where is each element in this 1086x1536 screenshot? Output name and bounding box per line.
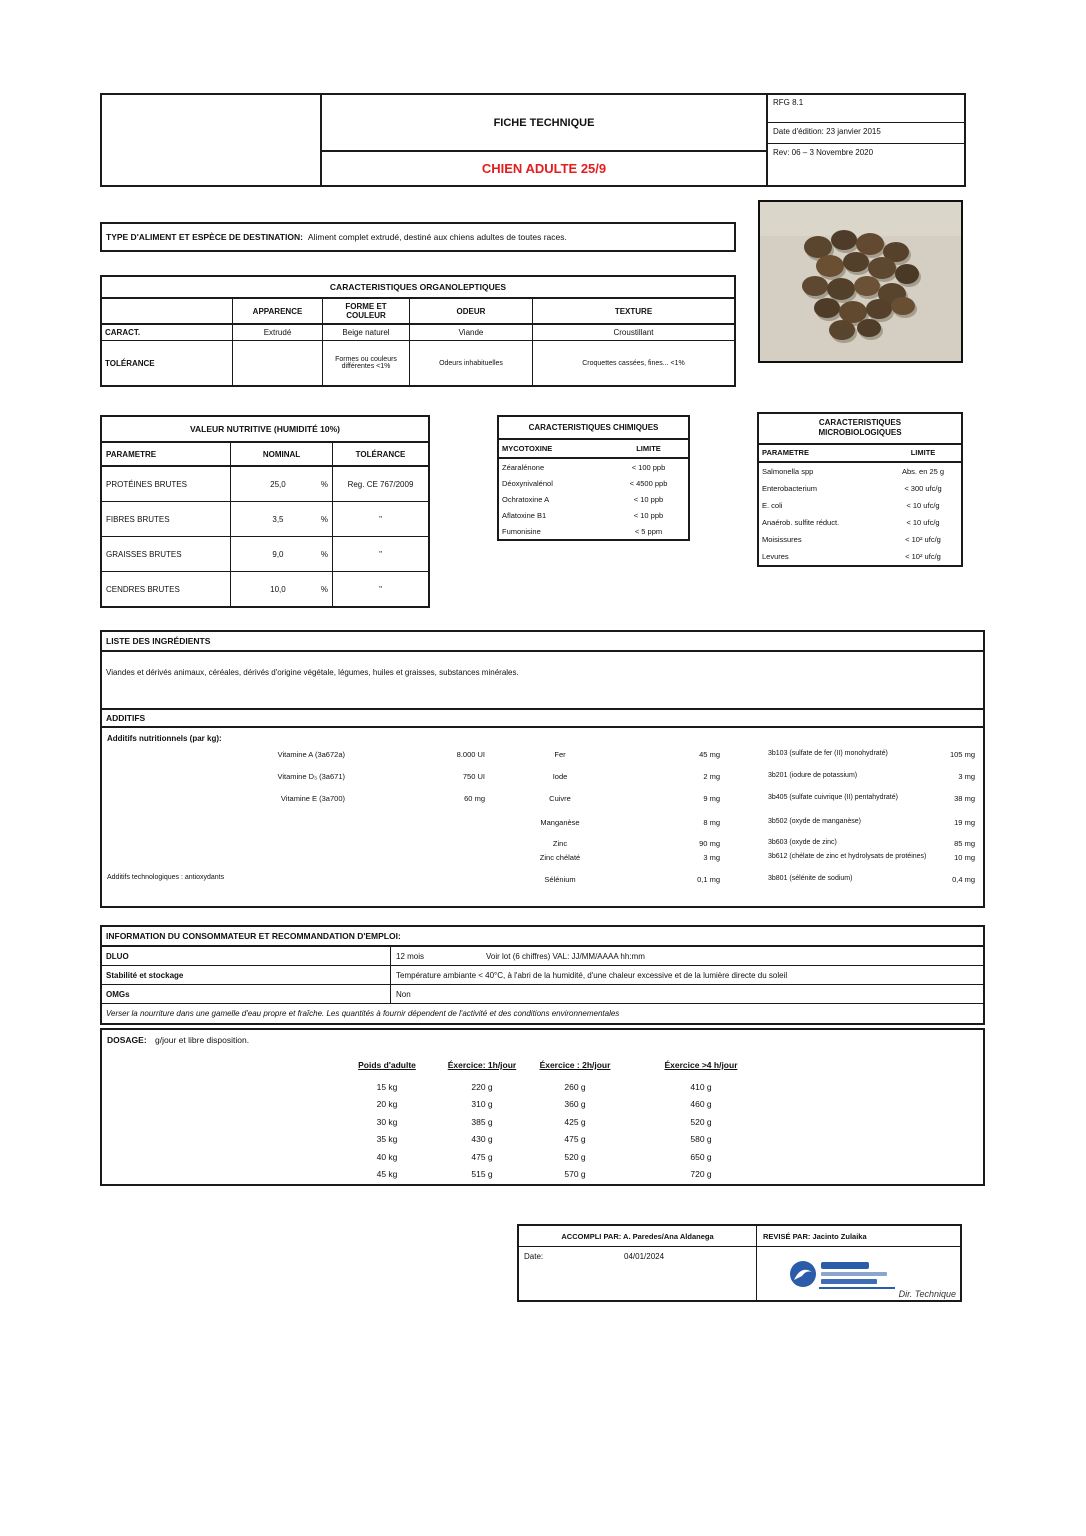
dosage-sublabel: g/jour et libre disposition. bbox=[155, 1035, 250, 1045]
edition-date: Date d'édition: 23 janvier 2015 bbox=[768, 123, 964, 144]
accompli-par: ACCOMPLI PAR: A. Paredes/Ana Aldanega bbox=[519, 1226, 757, 1246]
additif-row: Vitamine E (3a700) 60 mg Cuivre 9 mg 3b405 (sulfate cuivrique (II) pentahydraté) 38 mg bbox=[280, 794, 975, 803]
additif-row: Vitamine D₃ (3a671) 750 UI Iode 2 mg 3b201 (iodure de potassium) 3 mg bbox=[277, 772, 975, 781]
product-photo bbox=[758, 200, 963, 363]
consommateur-title: INFORMATION DU CONSOMMATEUR ET RECOMMANDATION D'EMPLOI: bbox=[102, 927, 983, 947]
type-aliment-row bbox=[100, 222, 736, 252]
additifs-nutritionnels-label: Additifs nutritionnels (par kg): bbox=[107, 734, 222, 743]
nutritive-row-cendres: CENDRES BRUTES 10,0 % " bbox=[102, 572, 428, 606]
type-aliment-label: TYPE D'ALIMENT ET ESPÈCE DE DESTINATION: bbox=[106, 232, 303, 242]
date-label: Date: bbox=[524, 1252, 544, 1261]
col-forme-couleur: FORME ET COULEUR bbox=[322, 299, 409, 323]
additif-row: Sélénium 0,1 mg 3b801 (sélénite de sodium) 0,4 mg bbox=[544, 875, 975, 884]
document-title: FICHE TECHNIQUE bbox=[322, 95, 766, 152]
dosage-header-row: Poids d'adulte Éxercice: 1h/jour Éxercice : 2h/jour Éxercice >4 h/jour bbox=[358, 1060, 738, 1070]
caract-row: CARACT. Extrudé Beige naturel Viande Croustillant bbox=[102, 323, 734, 340]
chimiques-row: Aflatoxine B1 < 10 ppb bbox=[502, 510, 664, 520]
col-apparence: APPARENCE bbox=[232, 299, 322, 323]
microbiologiques-table bbox=[757, 412, 963, 567]
signature-role: Dir. Technique bbox=[898, 1289, 956, 1299]
omg-row: OMGs Non bbox=[102, 985, 983, 1004]
dosage-section bbox=[100, 1028, 985, 1186]
ingredients-title: LISTE DES INGRÉDIENTS bbox=[102, 632, 983, 652]
valeur-nutritive-table bbox=[100, 415, 430, 608]
nutritive-row-proteines: PROTÉINES BRUTES 25,0 % Reg. CE 767/2009 bbox=[102, 467, 428, 502]
microbiologiques-header-row: PARAMETRE LIMITE bbox=[759, 445, 961, 463]
nutritive-header-row: PARAMETRE NOMINAL TOLÉRANCE bbox=[102, 443, 428, 467]
dosage-row: 35 kg 430 g 475 g 580 g bbox=[376, 1134, 712, 1145]
microbiologiques-row: Anaérob. sulfite réduct. < 10 ufc/g bbox=[762, 517, 940, 527]
col-odeur: ODEUR bbox=[409, 299, 532, 323]
approbation-table bbox=[517, 1224, 962, 1302]
organoleptique-title: CARACTERISTIQUES ORGANOLEPTIQUES bbox=[102, 277, 734, 299]
microbiologiques-row: Salmonella spp Abs. en 25 g bbox=[762, 466, 945, 476]
chimiques-header-row: MYCOTOXINE LIMITE bbox=[499, 440, 688, 459]
chimiques-row: Ochratoxine A < 10 ppb bbox=[502, 494, 664, 504]
type-aliment-value: Aliment complet extrudé, destiné aux chiens adultes de toutes races. bbox=[307, 232, 567, 242]
nutritive-row-graisses: GRAISSES BRUTES 9,0 % " bbox=[102, 537, 428, 572]
valeur-nutritive-title: VALEUR NUTRITIVE (HUMIDITÉ 10%) bbox=[102, 417, 428, 443]
additif-row: Zinc chélaté 3 mg 3b612 (chélate de zinc et hydrolysats de protéines) 10 mg bbox=[539, 853, 975, 862]
product-name: CHIEN ADULTE 25/9 bbox=[481, 161, 607, 176]
microbiologiques-title: CARACTERISTIQUES MICROBIOLOGIQUES bbox=[759, 414, 961, 445]
dosage-row: 40 kg 475 g 520 g 650 g bbox=[376, 1151, 712, 1162]
usage-note: Verser la nourriture dans une gamelle d'eau propre et fraîche. Les quantités à fournir dépendent de l'activité et des conditions environnementales bbox=[106, 1009, 620, 1018]
document-header bbox=[100, 93, 966, 187]
organoleptique-table bbox=[100, 275, 736, 387]
kibble-image bbox=[760, 202, 961, 361]
additif-row: Manganèse 8 mg 3b502 (oxyde de manganèse) 19 mg bbox=[540, 818, 975, 827]
chimiques-table bbox=[497, 415, 690, 541]
consommateur-section bbox=[100, 925, 985, 1025]
dosage-row: 15 kg 220 g 260 g 410 g bbox=[376, 1081, 712, 1092]
chimiques-row: Fumonisine < 5 ppm bbox=[502, 526, 663, 536]
nutritive-row-fibres: FIBRES BRUTES 3,5 % " bbox=[102, 502, 428, 537]
reference-code: RFG 8.1 bbox=[768, 95, 964, 123]
additif-row: Vitamine A (3a672a) 8.000 UI Fer 45 mg 3b103 (sulfate de fer (II) monohydraté) 105 mg bbox=[277, 750, 975, 759]
additif-row: Zinc 90 mg 3b603 (oxyde de zinc) 85 mg bbox=[552, 839, 975, 848]
additifs-title: ADDITIFS bbox=[102, 708, 983, 728]
additifs-technologiques-label: Additifs technologiques : antioxydants bbox=[107, 874, 225, 881]
microbiologiques-row: Moisissures < 10² ufc/g bbox=[762, 534, 941, 544]
revise-par: REVISÉ PAR: Jacinto Zulaika bbox=[763, 1231, 867, 1241]
additifs-body bbox=[102, 728, 983, 906]
dosage-row: 45 kg 515 g 570 g 720 g bbox=[376, 1169, 712, 1180]
chimiques-row: Zéaralénone < 100 ppb bbox=[502, 462, 666, 472]
ingredients-text: Viandes et dérivés animaux, céréales, dérivés d'origine végétale, légumes, huiles et graisses, substances minérales. bbox=[106, 668, 519, 677]
company-logo bbox=[785, 1253, 925, 1293]
dosage-row: 20 kg 310 g 360 g 460 g bbox=[376, 1099, 712, 1110]
dosage-row: 30 kg 385 g 425 g 520 g bbox=[376, 1116, 712, 1127]
dluo-row: DLUO 12 mois Voir lot (6 chiffres) VAL: JJ/MM/AAAA hh:mm bbox=[102, 947, 983, 966]
revision-info: Rev: 06 – 3 Novembre 2020 bbox=[773, 148, 874, 157]
microbiologiques-row: Enterobacterium < 300 ufc/g bbox=[762, 483, 942, 493]
organoleptique-header-row bbox=[102, 299, 734, 323]
dosage-label: DOSAGE: bbox=[107, 1035, 147, 1045]
date-value: 04/01/2024 bbox=[624, 1252, 665, 1261]
stockage-row: Stabilité et stockage Température ambiante < 40°C, à l'abri de la humidité, d'une chaleur excessive et de la lumière directe du soleil bbox=[102, 966, 983, 985]
ingredients-section bbox=[100, 630, 985, 908]
tolerance-row: TOLÉRANCE Formes ou couleurs différentes <1% Odeurs inhabituelles Croquettes cassées, fines... <1% bbox=[102, 340, 734, 385]
col-texture: TEXTURE bbox=[532, 299, 734, 323]
microbiologiques-row: E. coli < 10 ufc/g bbox=[762, 500, 940, 510]
chimiques-row: Déoxynivalénol < 4500 ppb bbox=[502, 478, 668, 488]
microbiologiques-row: Levures < 10² ufc/g bbox=[762, 551, 941, 561]
chimiques-title: CARACTERISTIQUES CHIMIQUES bbox=[499, 417, 688, 440]
header-logo-cell bbox=[102, 95, 322, 185]
